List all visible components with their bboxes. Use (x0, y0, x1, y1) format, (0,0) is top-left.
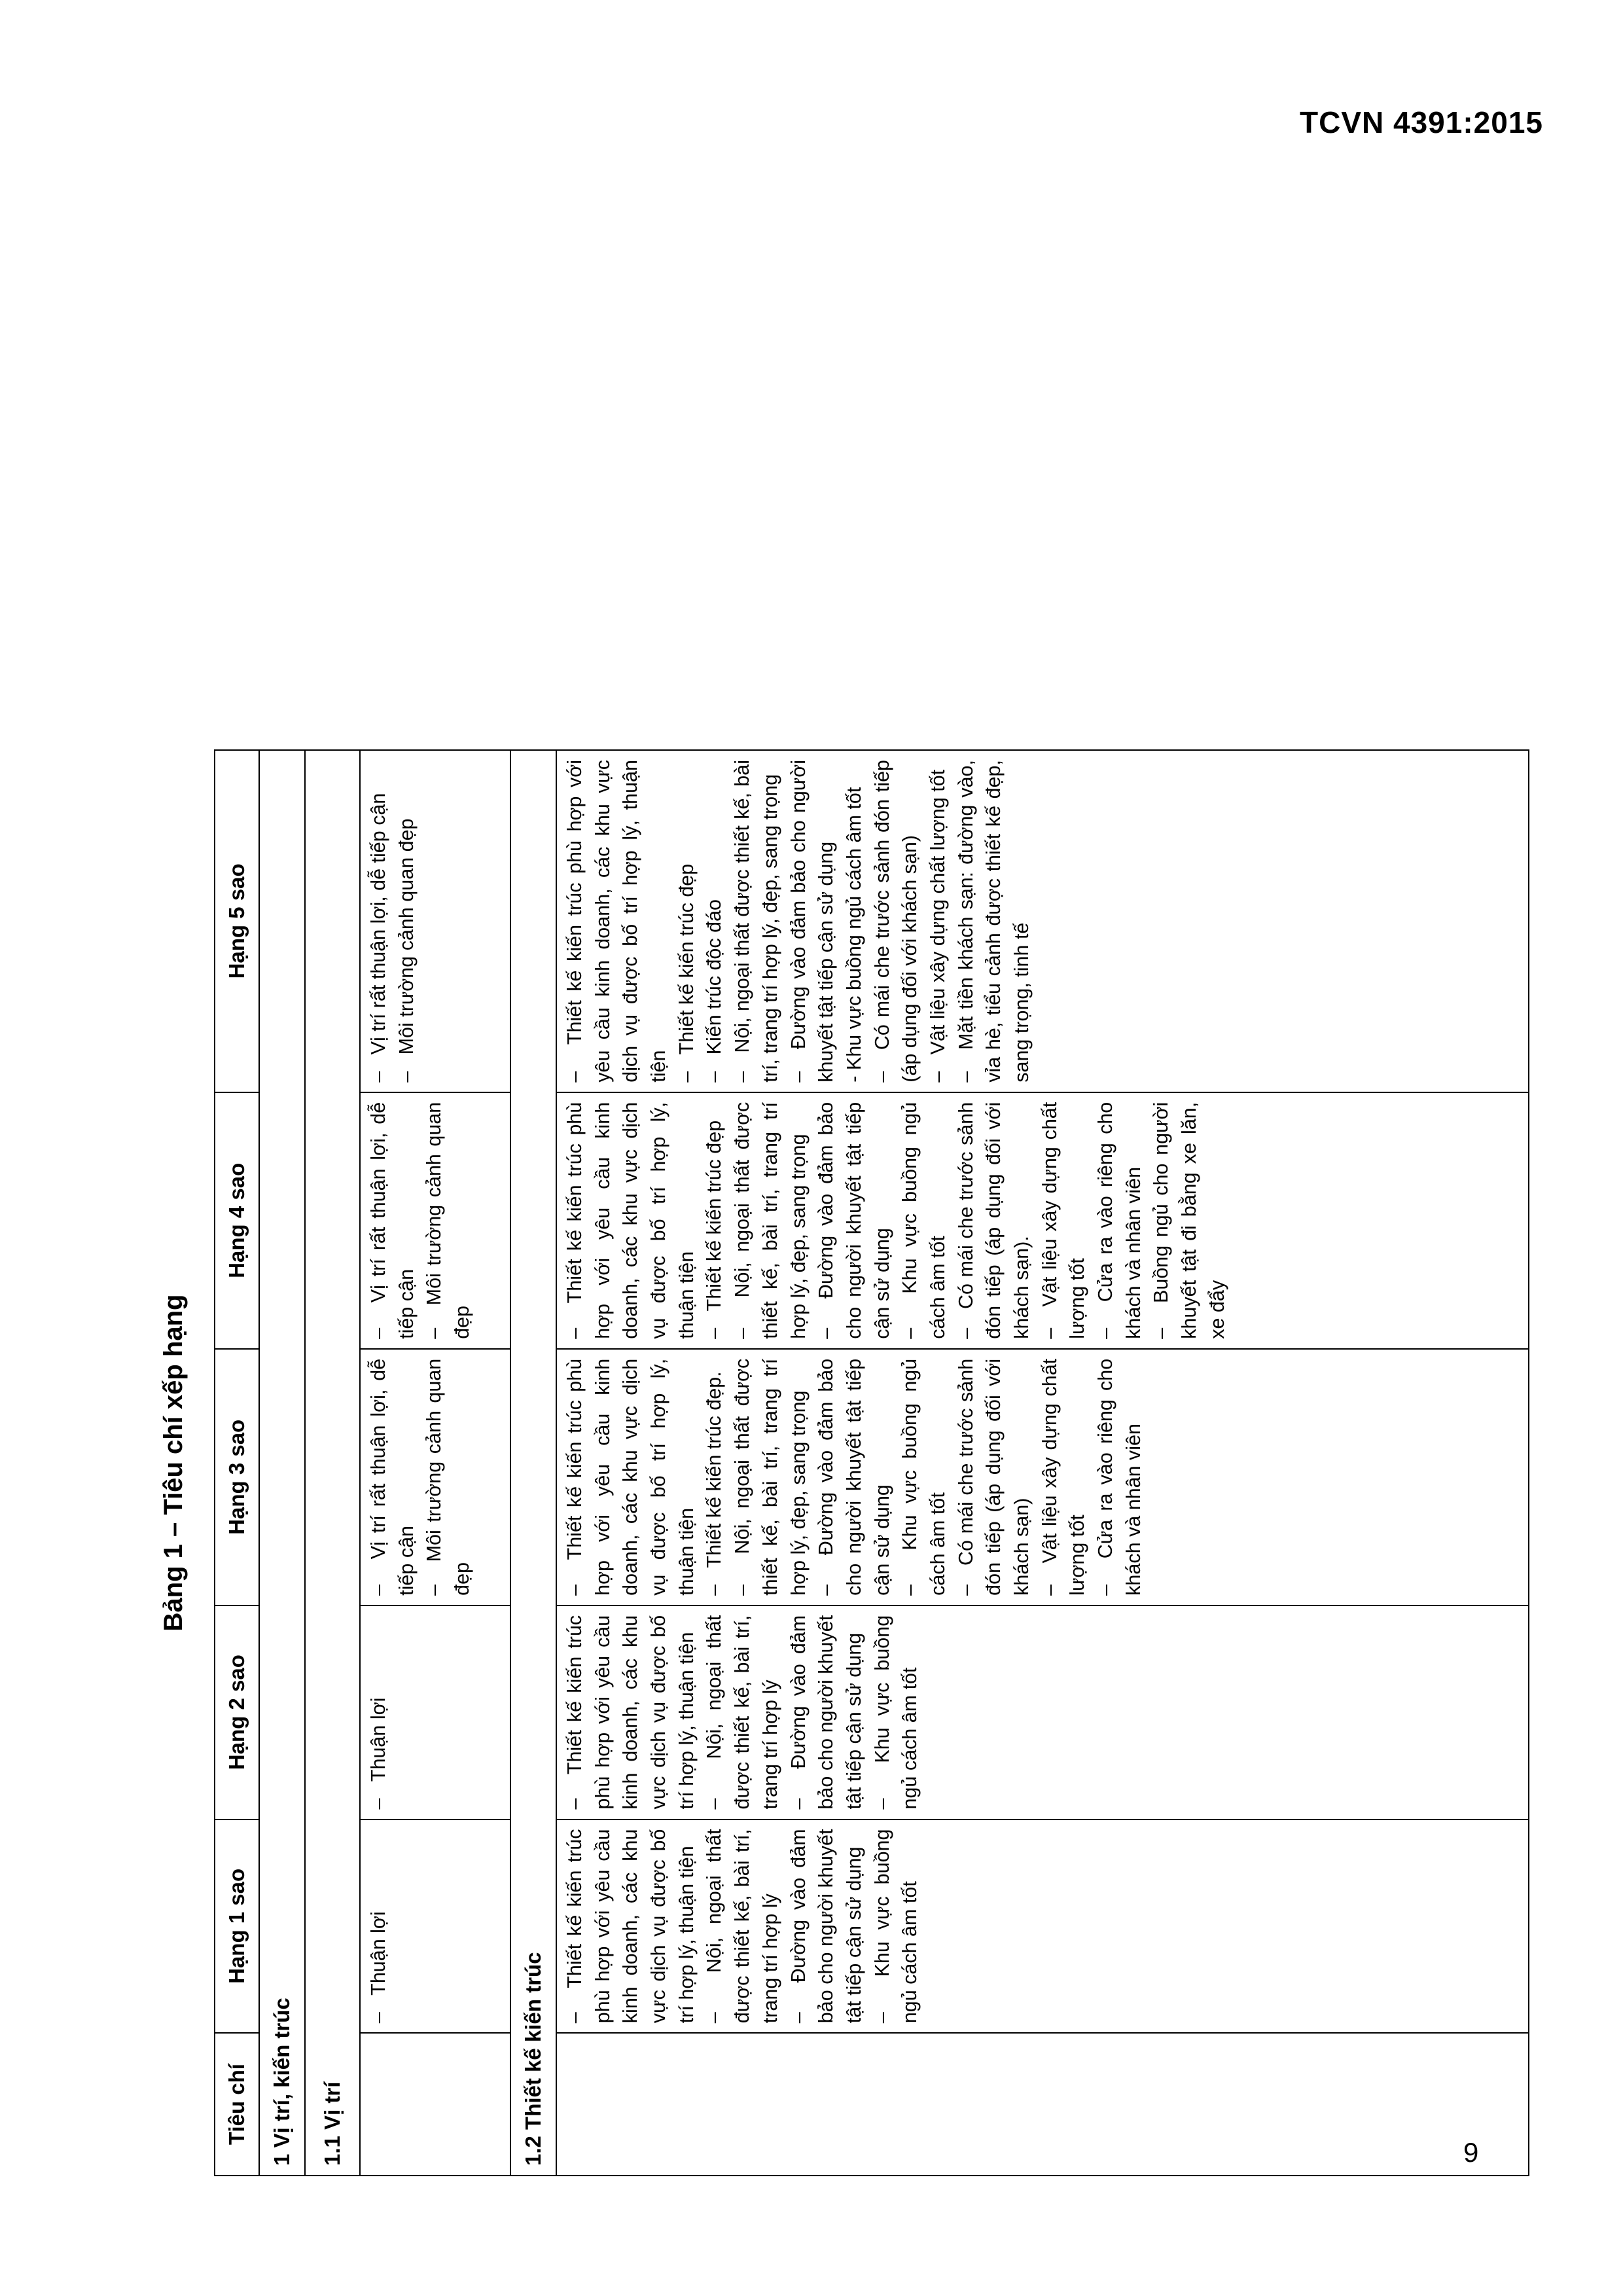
criterion-item: – Môi trường cảnh quan đẹp (393, 760, 421, 1083)
cell-location-star4 (360, 1092, 510, 1349)
ranking-criteria-table (214, 749, 1529, 2176)
col-header-star3: Hạng 3 sao (215, 1349, 259, 1605)
criterion-item: – Thiết kế kiến trúc phù hợp với yêu cầu kinh doanh, các khu vực dịch vụ được bố trí hợp lý, thuận tiện (561, 760, 673, 1083)
criteria-list (365, 1829, 393, 2024)
cell-design-star1 (556, 1820, 1529, 2034)
criterion-item: – Nội, ngoại thất được thiết kế, bài trí, trang trí hợp lý, đẹp, sang trọng (728, 760, 784, 1083)
criterion-item: – Nội, ngoại thất được thiết kế, bài trí, trang trí hợp lý (700, 1615, 784, 1810)
criterion-item: – Môi trường cảnh quan đẹp (420, 1359, 476, 1596)
criterion-item: – Khu vực buồng ngủ cách âm tốt (896, 1359, 952, 1596)
criterion-item: – Vị trí rất thuận lợi, dễ tiếp cận (365, 1359, 420, 1596)
col-header-star4: Hạng 4 sao (215, 1092, 259, 1349)
criterion-item: - Khu vực buồng ngủ cách âm tốt (842, 787, 865, 1083)
criterion-item: – Khu vực buồng ngủ cách âm tốt (868, 1829, 924, 2024)
criteria-list (365, 1359, 476, 1596)
criteria-list (365, 1102, 476, 1339)
section-heading-location-architecture: 1 Vị trí, kiến trúc (259, 750, 305, 2176)
cell-location-star5 (360, 750, 510, 1092)
page-number: 9 (1463, 2137, 1479, 2168)
criterion-item: – Thiết kế kiến trúc đẹp (700, 1102, 728, 1339)
table-title: Bảng 1 – Tiêu chí xếp hạng (159, 1294, 188, 1632)
criteria-list (365, 1615, 393, 1810)
criterion-item: – Thiết kế kiến trúc phù hợp với yêu cầu kinh doanh, các khu vực dịch vụ được bố trí hợp lý, thuận tiện (561, 1102, 700, 1339)
document-code: TCVN 4391:2015 (1300, 105, 1543, 139)
criterion-item: – Có mái che trước sảnh đón tiếp (áp dụng đối với khách sạn) (868, 760, 924, 1083)
criterion-item: – Thuận lợi (365, 1615, 393, 1810)
criterion-item: – Đường vào đảm bảo cho người khuyết tật tiếp cận sử dụng (785, 760, 840, 1083)
criteria-cell (360, 2033, 510, 2176)
criterion-item: – Vật liệu xây dựng chất lượng tốt (1036, 1102, 1092, 1339)
cell-design-star5 (556, 750, 1529, 1092)
rotated-table-region (154, 749, 1548, 2176)
criterion-item: – Thiết kế kiến trúc phù hợp với yêu cầu kinh doanh, các khu vực dịch vụ được bố trí hợp lý, thuận tiện (561, 1615, 700, 1810)
criterion-item: – Nội, ngoại thất được thiết kế, bài trí, trang trí hợp lý (700, 1829, 784, 2024)
criterion-item: – Thiết kế kiến trúc phù hợp với yêu cầu kinh doanh, các khu vực dịch vụ được bố trí hợp lý, thuận tiện (561, 1829, 700, 2024)
criterion-item: – Nội, ngoại thất được thiết kế, bài trí, trang trí hợp lý, đẹp, sang trọng (728, 1102, 812, 1339)
cell-location-star1 (360, 1820, 510, 2034)
cell-location-star3 (360, 1349, 510, 1605)
criterion-item: – Vật liệu xây dựng chất lượng tốt (924, 760, 952, 1083)
criterion-item: – Cửa ra vào riêng cho khách và nhân viên (1092, 1359, 1147, 1596)
section-row (510, 750, 556, 2176)
criterion-item: – Đường vào đảm bảo cho người khuyết tật tiếp cận sử dụng (812, 1359, 896, 1596)
criterion-item: – Môi trường cảnh quan đẹp (420, 1102, 476, 1339)
col-header-star5: Hạng 5 sao (215, 750, 259, 1092)
criterion-item: – Đường vào đảm bảo cho người khuyết tật tiếp cận sử dụng (812, 1102, 896, 1339)
cell-design-star3 (556, 1349, 1529, 1605)
criterion-item: – Vật liệu xây dựng chất lượng tốt (1036, 1359, 1092, 1596)
criterion-item: – Thiết kế kiến trúc phù hợp với yêu cầu kinh doanh, các khu vực dịch vụ được bố trí hợp lý, thuận tiện (561, 1359, 700, 1596)
criteria-list (561, 1359, 1147, 1596)
cell-design-star2 (556, 1605, 1529, 1820)
criterion-item: – Khu vực buồng ngủ cách âm tốt (896, 1102, 952, 1339)
section-heading-location: 1.1 Vị trí (305, 750, 360, 2176)
criterion-item: – Cửa ra vào riêng cho khách và nhân viên (1092, 1102, 1147, 1339)
criterion-item: – Có mái che trước sảnh đón tiếp (áp dụng đối với khách sạn). (952, 1102, 1036, 1339)
criteria-list (561, 760, 1036, 1083)
criteria-list (561, 1829, 924, 2024)
criterion-item: – Nội, ngoại thất được thiết kế, bài trí, trang trí hợp lý, đẹp, sang trọng (728, 1359, 812, 1596)
criteria-list (561, 1615, 924, 1810)
criterion-item: – Khu vực buồng ngủ cách âm tốt (868, 1615, 924, 1810)
header-row (215, 750, 259, 2176)
criterion-item: – Thiết kế kiến trúc đẹp. (700, 1359, 728, 1596)
criteria-list (365, 760, 420, 1083)
cell-design-star4 (556, 1092, 1529, 1349)
criterion-item: – Đường vào đảm bảo cho người khuyết tật tiếp cận sử dụng (785, 1615, 868, 1810)
cell-location-star2 (360, 1605, 510, 1820)
criterion-item: – Đường vào đảm bảo cho người khuyết tật tiếp cận sử dụng (785, 1829, 868, 2024)
criterion-item: – Có mái che trước sảnh đón tiếp (áp dụng đối với khách sạn) (952, 1359, 1036, 1596)
col-header-star1: Hạng 1 sao (215, 1820, 259, 2034)
criterion-item: – Mặt tiền khách sạn: đường vào, vỉa hè, tiểu cảnh được thiết kế đẹp, sang trọng, tinh tế (952, 760, 1036, 1083)
criterion-item: – Vị trí rất thuận lợi, dễ tiếp cận (365, 1102, 420, 1339)
criterion-item: – Vị trí rất thuận lợi, dễ tiếp cận (365, 760, 393, 1083)
criteria-list (561, 1102, 1232, 1339)
section-row (259, 750, 305, 2176)
criteria-cell (556, 2033, 1529, 2176)
criterion-item: – Kiến trúc độc đáo (700, 760, 728, 1083)
table-row-location (360, 750, 510, 2176)
criterion-item: – Buồng ngủ cho người khuyết tật đi bằng xe lăn, xe đẩy (1147, 1102, 1231, 1339)
col-header-criteria: Tiêu chí (215, 2033, 259, 2176)
col-header-star2: Hạng 2 sao (215, 1605, 259, 1820)
criterion-item: – Thiết kế kiến trúc đẹp (673, 760, 701, 1083)
section-heading-architectural-design: 1.2 Thiết kế kiến trúc (510, 750, 556, 2176)
table-row-design (556, 750, 1529, 2176)
section-row (305, 750, 360, 2176)
criterion-item: – Thuận lợi (365, 1829, 393, 2024)
